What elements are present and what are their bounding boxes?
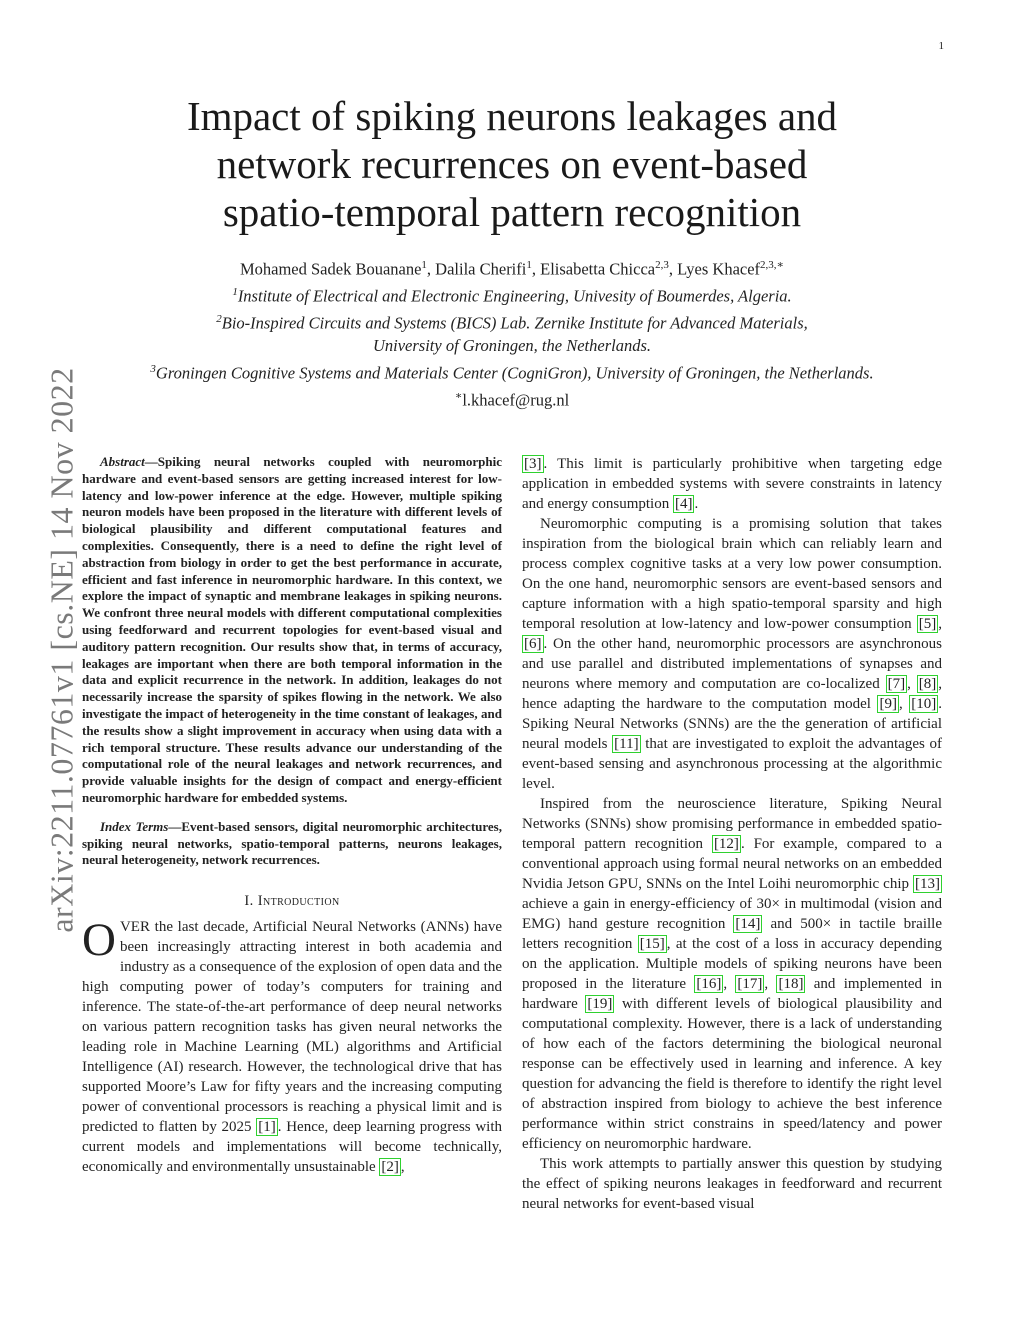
abstract: Abstract—Spiking neural networks coupled with neuromorphic hardware and event-based sensors are getting increased interest for low-latency and low-power inference at the edge. However, multiple spiking neuron models have been proposed in the literature with different levels of biological plausibility and different computational features and complexities. Consequently, there is a need to define the right level of abstraction from biology in order to get the best performance in accurate, efficient and fast inference in neuromorphic hardware. In this context, we explore the impact of synaptic and membrane leakages in spiking neurons. We confront three neural models with different computational complexities using feedforward and recurrent topologies for event-based visual and auditory pattern recognition. Our results show that, in terms of accuracy, leakages are important when there are both temporal information in the data and explicit recurrence in the network. In addition, leakages do not necessarily increase the sparsity of spikes flowing in the network. We also investigate the impact of heterogeneity in the time constant of leakages, and the results show a slight improvement in accuracy when using data with a rich temporal structure. These results advance our understanding of the computational role of the neural leakages and network recurrences, and provide valuable insights for the design of compact and energy-efficient neuromorphic hardware for embedded systems. [82,454,502,805]
right-column [522,454,942,1214]
citation-link[interactable]: [16] [696,976,722,992]
section-heading: I. Introduction [244,893,340,910]
body-paragraph: Neuromorphic computing is a promising solution that takes inspiration from the biological brain which can reliably learn and process complex cognitive tasks at a very low power consumption. On the one hand, neuromorphic sensors are event-based sensors and capture information with a high spatio-temporal sparsity and high temporal resolution at low-latency and low-power consumption [5] , [6] . On the other hand, neuromorphic processors are asynchronous and use parallel and distributed implementations of synapses and neurons where memory and computation are co-localized [7] , [8] , hence adapting the hardware to the computation model [9] , [10] . Spiking Neural Networks (SNNs) are the the generation of artificial neural models [11] that are investigated to exploit the advantages of event-based sensing and asynchronous processing at the algorithmic level. [522,516,942,792]
citation-link[interactable]: [5] [918,616,937,632]
citation-link[interactable]: [2] [381,1159,399,1176]
citation-link[interactable]: [13] [915,876,940,892]
paper-title [170,92,854,236]
citation-link[interactable]: [11] [614,736,639,752]
arxiv-identifier[interactable]: arXiv:2211.07761v1 [cs.NE] 14 Nov 2022 [43,367,80,933]
body-paragraph: This work attempts to partially answer this question by studying the effect of spiking neurons leakages in feedforward and recurrent neural networks for event-based visual [522,1156,942,1212]
citation-link[interactable]: [12] [713,836,739,852]
page-number: 1 [938,40,944,52]
intro-paragraph: OVER the last decade, Artificial Neural Networks (ANNs) have been increasingly attracting interest in both academia and industry as a consequence of the explosion of open data and the high computing power of today’s computers for training and inference. The state-of-the-art performance of deep neural networks on various pattern recognition tasks has given neural networks the leading role in Machine Learning (ML) algorithms and Artificial Intelligence (AI) research. However, the technological drive that has supported Moore’s Law for fifty years and the increasing computing power of conventional processors is reaching a physical limit and is predicted to flatten by 2025 [1] . Hence, deep learning progress with current models and implementations will become technically, economically and environmentally unsustainable [2] , [82,914,502,1176]
body-paragraph: Inspired from the neuroscience literature, Spiking Neural Networks (SNNs) show promising performance in embedded spatio-temporal pattern recognition [12] . For example, compared to a conventional approach using formal neural networks on an embedded Nvidia Jetson GPU, SNNs on the Intel Loihi neuromorphic chip [13] achieve a gain in energy-efficiency of 30× in multimodal (vision and EMG) hand gesture recognition [14] and 500× in tactile braille letters recognition [15] , at the cost of a loss in accuracy depending on the application. Multiple models of spiking neurons have been proposed in the literature [16] , [17] , [18] and implemented in hardware [19] with different levels of biological plausibility and computational complexity. However, there is a lack of understanding of how each of the factors determining the biological neuronal response can be effectively used in learning and inference. A key question for advancing the field is therefore to identify the right level of abstraction inspired from biology to achieve the best inference performance within strict constrains in speed/latency and power efficiency on neuromorphic hardware. [522,796,943,1152]
author-name: Elisabetta Chicca [540,259,656,279]
citation-link[interactable]: [3] [524,456,542,472]
left-column [82,454,502,1177]
body-paragraph: [3] . This limit is particularly prohibitive when targeting edge application in embedded systems with severe constraints in latency and energy consumption [4] . [522,456,942,512]
citation-link[interactable]: [9] [879,696,897,712]
author-name: Dalila Cherifi [435,259,527,279]
affiliation: $^1$Institute of Electrical and Electronic Engineering, Univesity of Boumerdes, Algeria. [232,286,792,306]
title-line: network recurrences on event-based [216,141,808,187]
citation-link[interactable]: [10] [911,696,937,712]
affiliation: $^2$Bio-Inspired Circuits and Systems (BICS) Lab. Zernike Institute for Advanced Materials, [216,313,808,333]
author-block [90,254,934,412]
index-terms: Index Terms—Event-based sensors, digital neuromorphic architectures, spiking neural networks, spatio-temporal patterns, neurons leakages, neural heterogeneity, network recurrences. [82,818,502,868]
title-line: Impact of spiking neurons leakages and [186,93,838,139]
citation-link[interactable]: [14] [735,916,761,932]
citation-link[interactable]: [18] [778,976,804,992]
citation-link[interactable]: [7] [887,676,906,692]
index-terms-label: Index Terms [100,818,169,834]
corresponding-email[interactable]: ∗l.khacef@rug.nl [454,389,570,409]
author-names: Mohamed Sadek Bouanane$^1$, Dalila Cherifi$^1$, Elisabetta Chicca$^{2,3}$, Lyes Khacef$^{2,3,∗}$ [239,259,785,279]
citation-link[interactable]: [1] [258,1119,276,1136]
abstract-label: Abstract [100,454,145,469]
citation-link[interactable]: [19] [587,996,613,1012]
citation-link[interactable]: [4] [674,496,693,512]
citation-link[interactable]: [15] [639,936,665,952]
author-name: Lyes Khacef [677,259,761,279]
affiliation: University of Groningen, the Netherlands. [372,336,652,355]
author-name: Mohamed Sadek Bouanane [239,259,422,279]
affiliation: $^3$Groningen Cognitive Systems and Materials Center (CogniGron), University of Groningen, the Netherlands. [150,362,874,382]
citation-link[interactable]: [6] [524,636,542,652]
drop-cap: O [82,914,116,967]
citation-link[interactable]: [17] [737,976,763,992]
citation-link[interactable]: [8] [918,676,937,692]
title-line: spatio-temporal pattern recognition [222,189,802,235]
